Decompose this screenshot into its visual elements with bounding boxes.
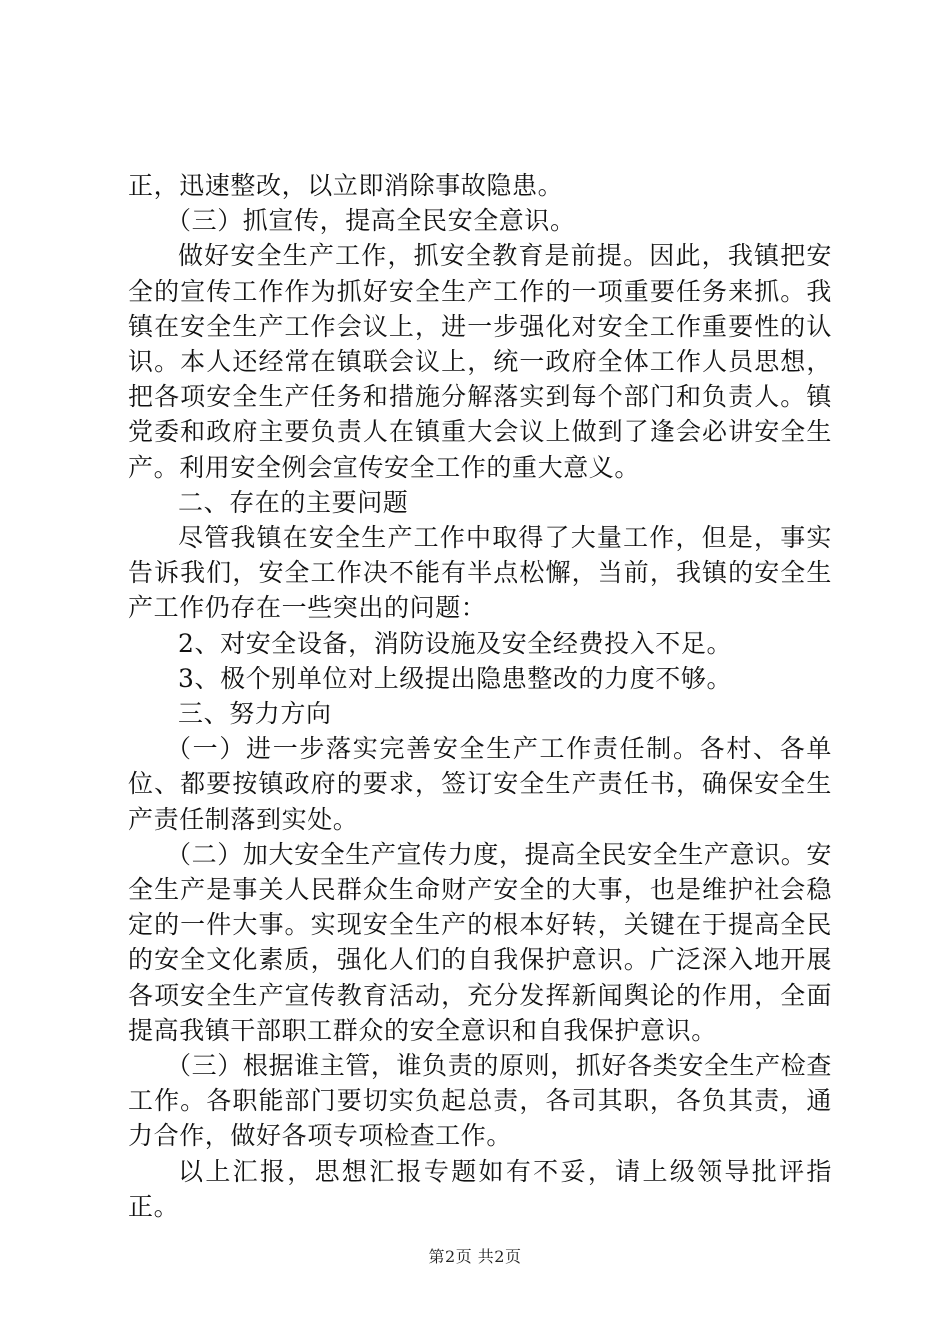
page-footer: 第2页 共2页 (428, 1247, 522, 1266)
list-item-problem-2: 2、对安全设备，消防设施及安全经费投入不足。 (178, 628, 733, 658)
paragraph-direction-3: （三）根据谁主管，谁负责的原则，抓好各类安全生产检查工作。各职能部门要切实负起总责，各司其职，各负其责，通力合作，做好各项专项检查工作。 (128, 1051, 832, 1151)
paragraph-continuation: 正，迅速整改，以立即消除事故隐患。 (128, 171, 564, 200)
paragraph-safety-education: 做好安全生产工作，抓安全教育是前提。因此，我镇把安全的宣传工作作为抓好安全生产工作的一项重要任务来抓。我镇在安全生产工作会议上，进一步强化对安全工作重要性的认识。本人还经常在镇联会议上，统一政府全体工作人员思想，把各项安全生产任务和措施分解落实到每个部门和负责人。镇党委和政府主要负责人在镇重大会议上做到了逢会必讲安全生产。利用安全例会宣传安全工作的重大意义。 (128, 241, 832, 482)
paragraph-closing: 以上汇报，思想汇报专题如有不妥，请上级领导批评指正。 (128, 1156, 832, 1221)
section-heading-direction: 三、努力方向 (178, 699, 332, 729)
section-heading-problems: 二、存在的主要问题 (178, 487, 409, 517)
document-body (128, 168, 832, 1224)
list-item-problem-3: 3、极个别单位对上级提出隐患整改的力度不够。 (178, 663, 733, 693)
paragraph-direction-1: （一）进一步落实完善安全生产工作责任制。各村、各单位、都要按镇政府的要求，签订安全生产责任书，确保安全生产责任制落到实处。 (128, 734, 832, 834)
section-heading-publicity: （三）抓宣传，提高全民安全意识。 (166, 206, 576, 236)
paragraph-direction-2: （二）加大安全生产宣传力度，提高全民安全生产意识。安全生产是事关人民群众生命财产安全的大事，也是维护社会稳定的一件大事。实现安全生产的根本好转，关键在于提高全民的安全文化素质，强化人们的自我保护意识。广泛深入地开展各项安全生产宣传教育活动，充分发挥新闻舆论的作用，全面提高我镇干部职工群众的安全意识和自我保护意识。 (128, 839, 832, 1045)
paragraph-problems-intro: 尽管我镇在安全生产工作中取得了大量工作，但是，事实告诉我们，安全工作决不能有半点松懈，当前，我镇的安全生产工作仍存在一些突出的问题： (128, 523, 832, 623)
